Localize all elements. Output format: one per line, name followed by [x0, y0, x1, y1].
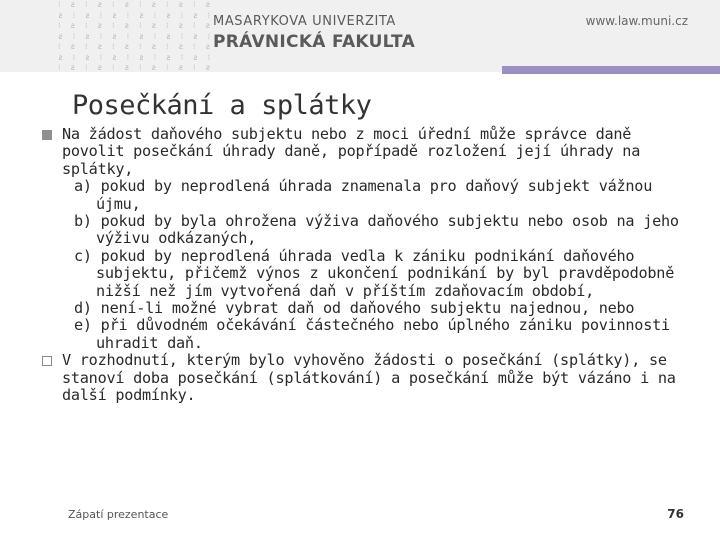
paragraph-1	[42, 126, 702, 178]
page-number: 76	[667, 507, 684, 521]
list-item-c: c) pokud by neprodlená úhrada vedla k zániku podnikání daňového subjektu, přičemž výnos z ukončení podnikání by byl pravděpodobně nižší než jím vytvořená daň v příštím zdaňovacím období,	[74, 246, 675, 300]
paragraph-1-text: Na žádost daňového subjektu nebo z moci úřední může správce daně povolit posečkání úhrady daně, popřípadě rozložení její úhrady na splátky,	[62, 125, 641, 178]
footer-text: Zápatí prezentace	[68, 508, 169, 521]
faculty-name: PRÁVNICKÁ FAKULTA	[213, 32, 416, 52]
accent-bar	[502, 66, 720, 74]
decorative-pattern-icon: ⁝ ƨ ⁝ ƨ ⁝ ƨ ⁝ ƨ ⁝ ƨ ƨ ⁝ ƨ ⁝ ƨ ⁝ ƨ ⁝ ƨ ⁝ ⁝ ƨ ⁝ ƨ ⁝ ƨ ⁝ ƨ ⁝ ƨ ƨ ⁝ ƨ ⁝ ƨ ⁝ ƨ ⁝ ƨ ⁝ ⁝ ƨ ⁝ ƨ ⁝ ƨ ⁝ ƨ ⁝ ƨ ƨ ⁝ ƨ ⁝ ƨ ⁝ ƨ ⁝ ƨ ⁝ ⁝ ƨ ⁝ ƨ ⁝ ƨ ⁝ ƨ ⁝ ƨ	[58, 0, 186, 72]
paragraph-2	[42, 352, 702, 404]
hollow-square-bullet-icon	[42, 356, 52, 366]
list-item-e: e) při důvodném očekávání částečného nebo úplného zániku povinnosti uhradit daň.	[74, 316, 670, 352]
faculty-logo	[213, 14, 415, 52]
site-url: www.law.muni.cz	[585, 14, 688, 28]
university-name: MASARYKOVA UNIVERZITA	[213, 14, 396, 29]
list-item-d: d) není-li možné vybrat daň od daňového subjektu najednou, nebo	[74, 299, 635, 318]
slide-title: Posečkání a splátky	[72, 90, 372, 121]
paragraph-2-text: V rozhodnutí, kterým bylo vyhověno žádosti o posečkání (splátky), se stanoví doba posečkání (splátkování) a posečkání může být vázáno i na další podmínky.	[62, 351, 676, 405]
list-item-a: a) pokud by neprodlená úhrada znamenala pro daňový subjekt vážnou újmu,	[74, 177, 653, 213]
list-item-b: b) pokud by byla ohrožena výživa daňového subjektu nebo osob na jeho výživu odkázaných,	[74, 212, 679, 248]
slide-content	[42, 126, 702, 405]
square-bullet-icon	[42, 130, 52, 140]
